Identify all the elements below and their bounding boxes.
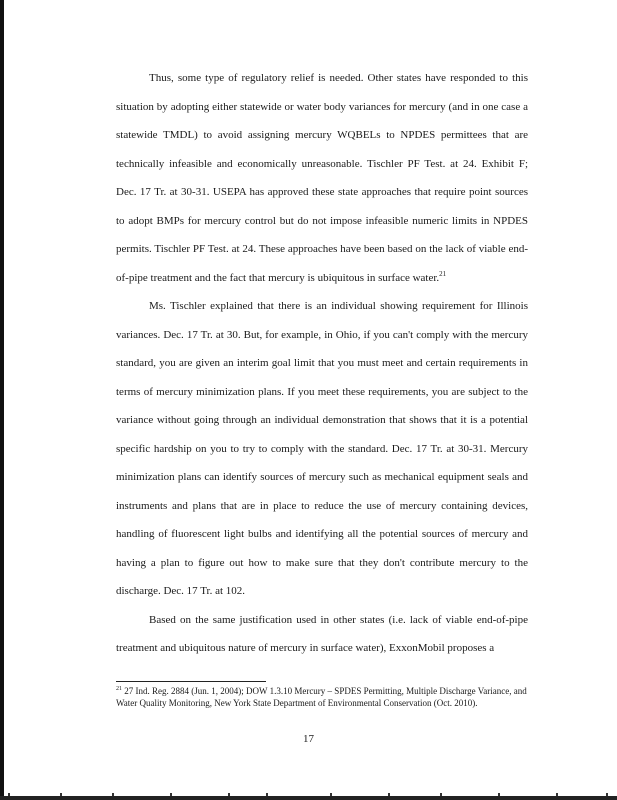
footnote-number: 21 <box>116 686 122 692</box>
footnote-divider <box>116 681 266 682</box>
paragraph-2: Ms. Tischler explained that there is an individual showing requirement for Illinois variances. Dec. 17 Tr. at 30. But, for example, in Ohio, if you can't comply with the mercury standard, you are given an interim goal limit that you must meet and certain requirements in terms of mercury minimization plans. If you meet these requirements, you are subject to the variance without going through an individual demonstration that shows that it is a potential specific hardship on you to try to comply with the standard. Dec. 17 Tr. at 30-31. Mercury minimization plans can identify sources of mercury such as mechanical equipment seals and instruments and plans that are in place to reduce the use of mercury containing devices, handling of fluorescent light bulbs and identifying all the potential sources of mercury and having a plan to figure out how to make sure that they don't contribute mercury to the discharge. Dec. 17 Tr. at 102. <box>116 300 528 597</box>
paragraph-1-text: Thus, some type of regulatory relief is needed. Other states have responded to this situation by adopting either statewide or water body variances for mercury (and in one case a statewide TMDL) to avoid assigning mercury WQBELs to NPDES permittees that are technically infeasible and economically unreasonable. Tischler PF Test. at 24. Exhibit F; Dec. 17 Tr. at 30-31. USEPA has approved these state approaches that require point sources to adopt BMPs for mercury control but do not impose infeasible numeric limits in NPDES permits. Tischler PF Test. at 24. These approaches have been based on the lack of viable end-of-pipe treatment and the fact that mercury is ubiquitous in surface water. <box>116 72 528 284</box>
footnote-reference[interactable]: 21 <box>439 269 447 278</box>
footnote-text: 27 Ind. Reg. 2884 (Jun. 1, 2004); DOW 1.3.10 Mercury – SPDES Permitting, Multiple Discharge Variance, and Water Quality Monitoring, New York State Department of Environmental Conservation (Oct. 2010). <box>116 686 527 708</box>
page-number: 17 <box>303 733 314 745</box>
body-text <box>116 64 528 663</box>
paragraph-3: Based on the same justification used in other states (i.e. lack of viable end-of-pipe treatment and ubiquitous nature of mercury in surface water), ExxonMobil proposes a <box>116 613 528 654</box>
scan-edge-left <box>0 0 4 800</box>
footnote <box>116 686 530 709</box>
paragraph-1 <box>116 64 528 292</box>
scan-edge-bottom <box>0 796 617 800</box>
